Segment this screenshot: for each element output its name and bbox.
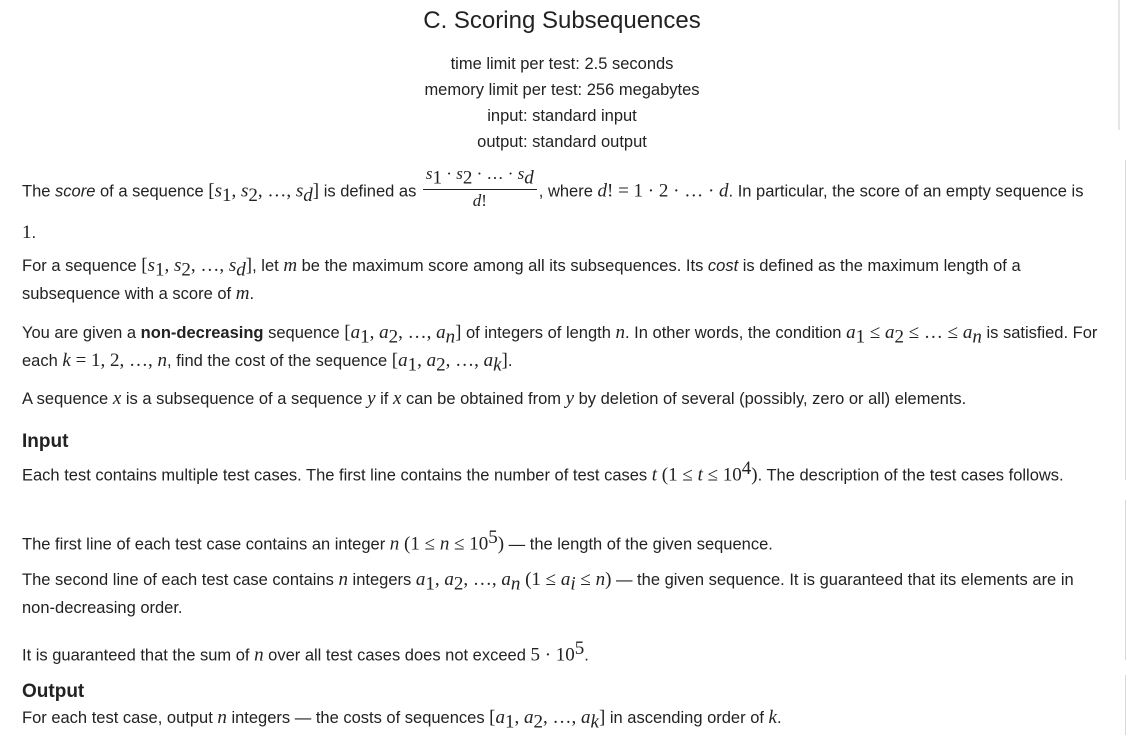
input-paragraph-sum: It is guaranteed that the sum of n over all test cases does not exceed $5 \cdot 10^5$.	[22, 638, 589, 666]
time-limit: time limit per test: 2.5 seconds	[450, 55, 674, 73]
input-paragraph-tests: Each test contains multiple test cases. The first line contains the number of test cases t $(1 \le t \le 10^4)$. The description of the test cases follows.	[22, 458, 1064, 486]
statement-paragraph-subsequence: A sequence x is a subsequence of a sequence y if x can be obtained from y by deletion of several (possibly, zero or all) elements.	[22, 388, 967, 409]
sidebar-edge-upper	[1125, 160, 1132, 480]
memory-limit: memory limit per test: 256 megabytes	[424, 81, 700, 99]
statement-paragraph-cost: For a sequence [$s_1$, $s_2$, …, $s_d$], let m be the maximum score among all its subsequences. Its cost is defined as the maximum length of a subsequence with a score of m.	[22, 255, 1021, 305]
sidebar-edge-middle	[1125, 500, 1132, 660]
page-scrollbar[interactable]	[1118, 0, 1120, 130]
problem-limits	[22, 51, 1102, 155]
statement-paragraph-score: The score of a sequence [$s_1$, $s_2$, …, $s_d$] is defined as $\frac{s_1 \cdot s_2 \cdot \dots \cdot s_d}{d!}$ , where d! = 1 · 2 · … · d. In particular, the score of an empty sequence is 1.	[22, 164, 1084, 244]
problem-title: C. Scoring Subsequences	[423, 7, 701, 34]
input-spec: input: standard input	[487, 107, 637, 125]
input-paragraph-n: The first line of each test case contains an integer n $(1 \le n \le 10^5)$ — the length of the given sequence.	[22, 527, 773, 555]
sidebar-edge-lower	[1125, 675, 1132, 735]
score-formula-fraction: $\frac{s_1 \cdot s_2 \cdot \dots \cdot s_d}{d!}$	[423, 164, 537, 212]
input-paragraph-sequence: The second line of each test case contains n integers $a_1$, $a_2$, …, $a_n$ $(1 \le a_i \le n)$ — the given sequence. It is guaranteed that its elements are in non-decreasing order.	[22, 569, 1074, 618]
output-paragraph: For each test case, output n integers — the costs of sequences [$a_1$, $a_2$, …, $a_k$] in ascending order of k.	[22, 707, 782, 733]
statement-paragraph-given: You are given a non-decreasing sequence [$a_1$, $a_2$, …, $a_n$] of integers of length n. In other words, the condition $a_1 \le a_2$ ≤ … ≤ $a_n$ is satisfied. For each k = 1, 2, …, n, find the cost of the sequence [$a_1$, $a_2$, …, $a_k$].	[22, 322, 1098, 376]
input-heading: Input	[22, 431, 69, 452]
output-spec: output: standard output	[477, 133, 647, 151]
output-heading: Output	[22, 681, 85, 702]
